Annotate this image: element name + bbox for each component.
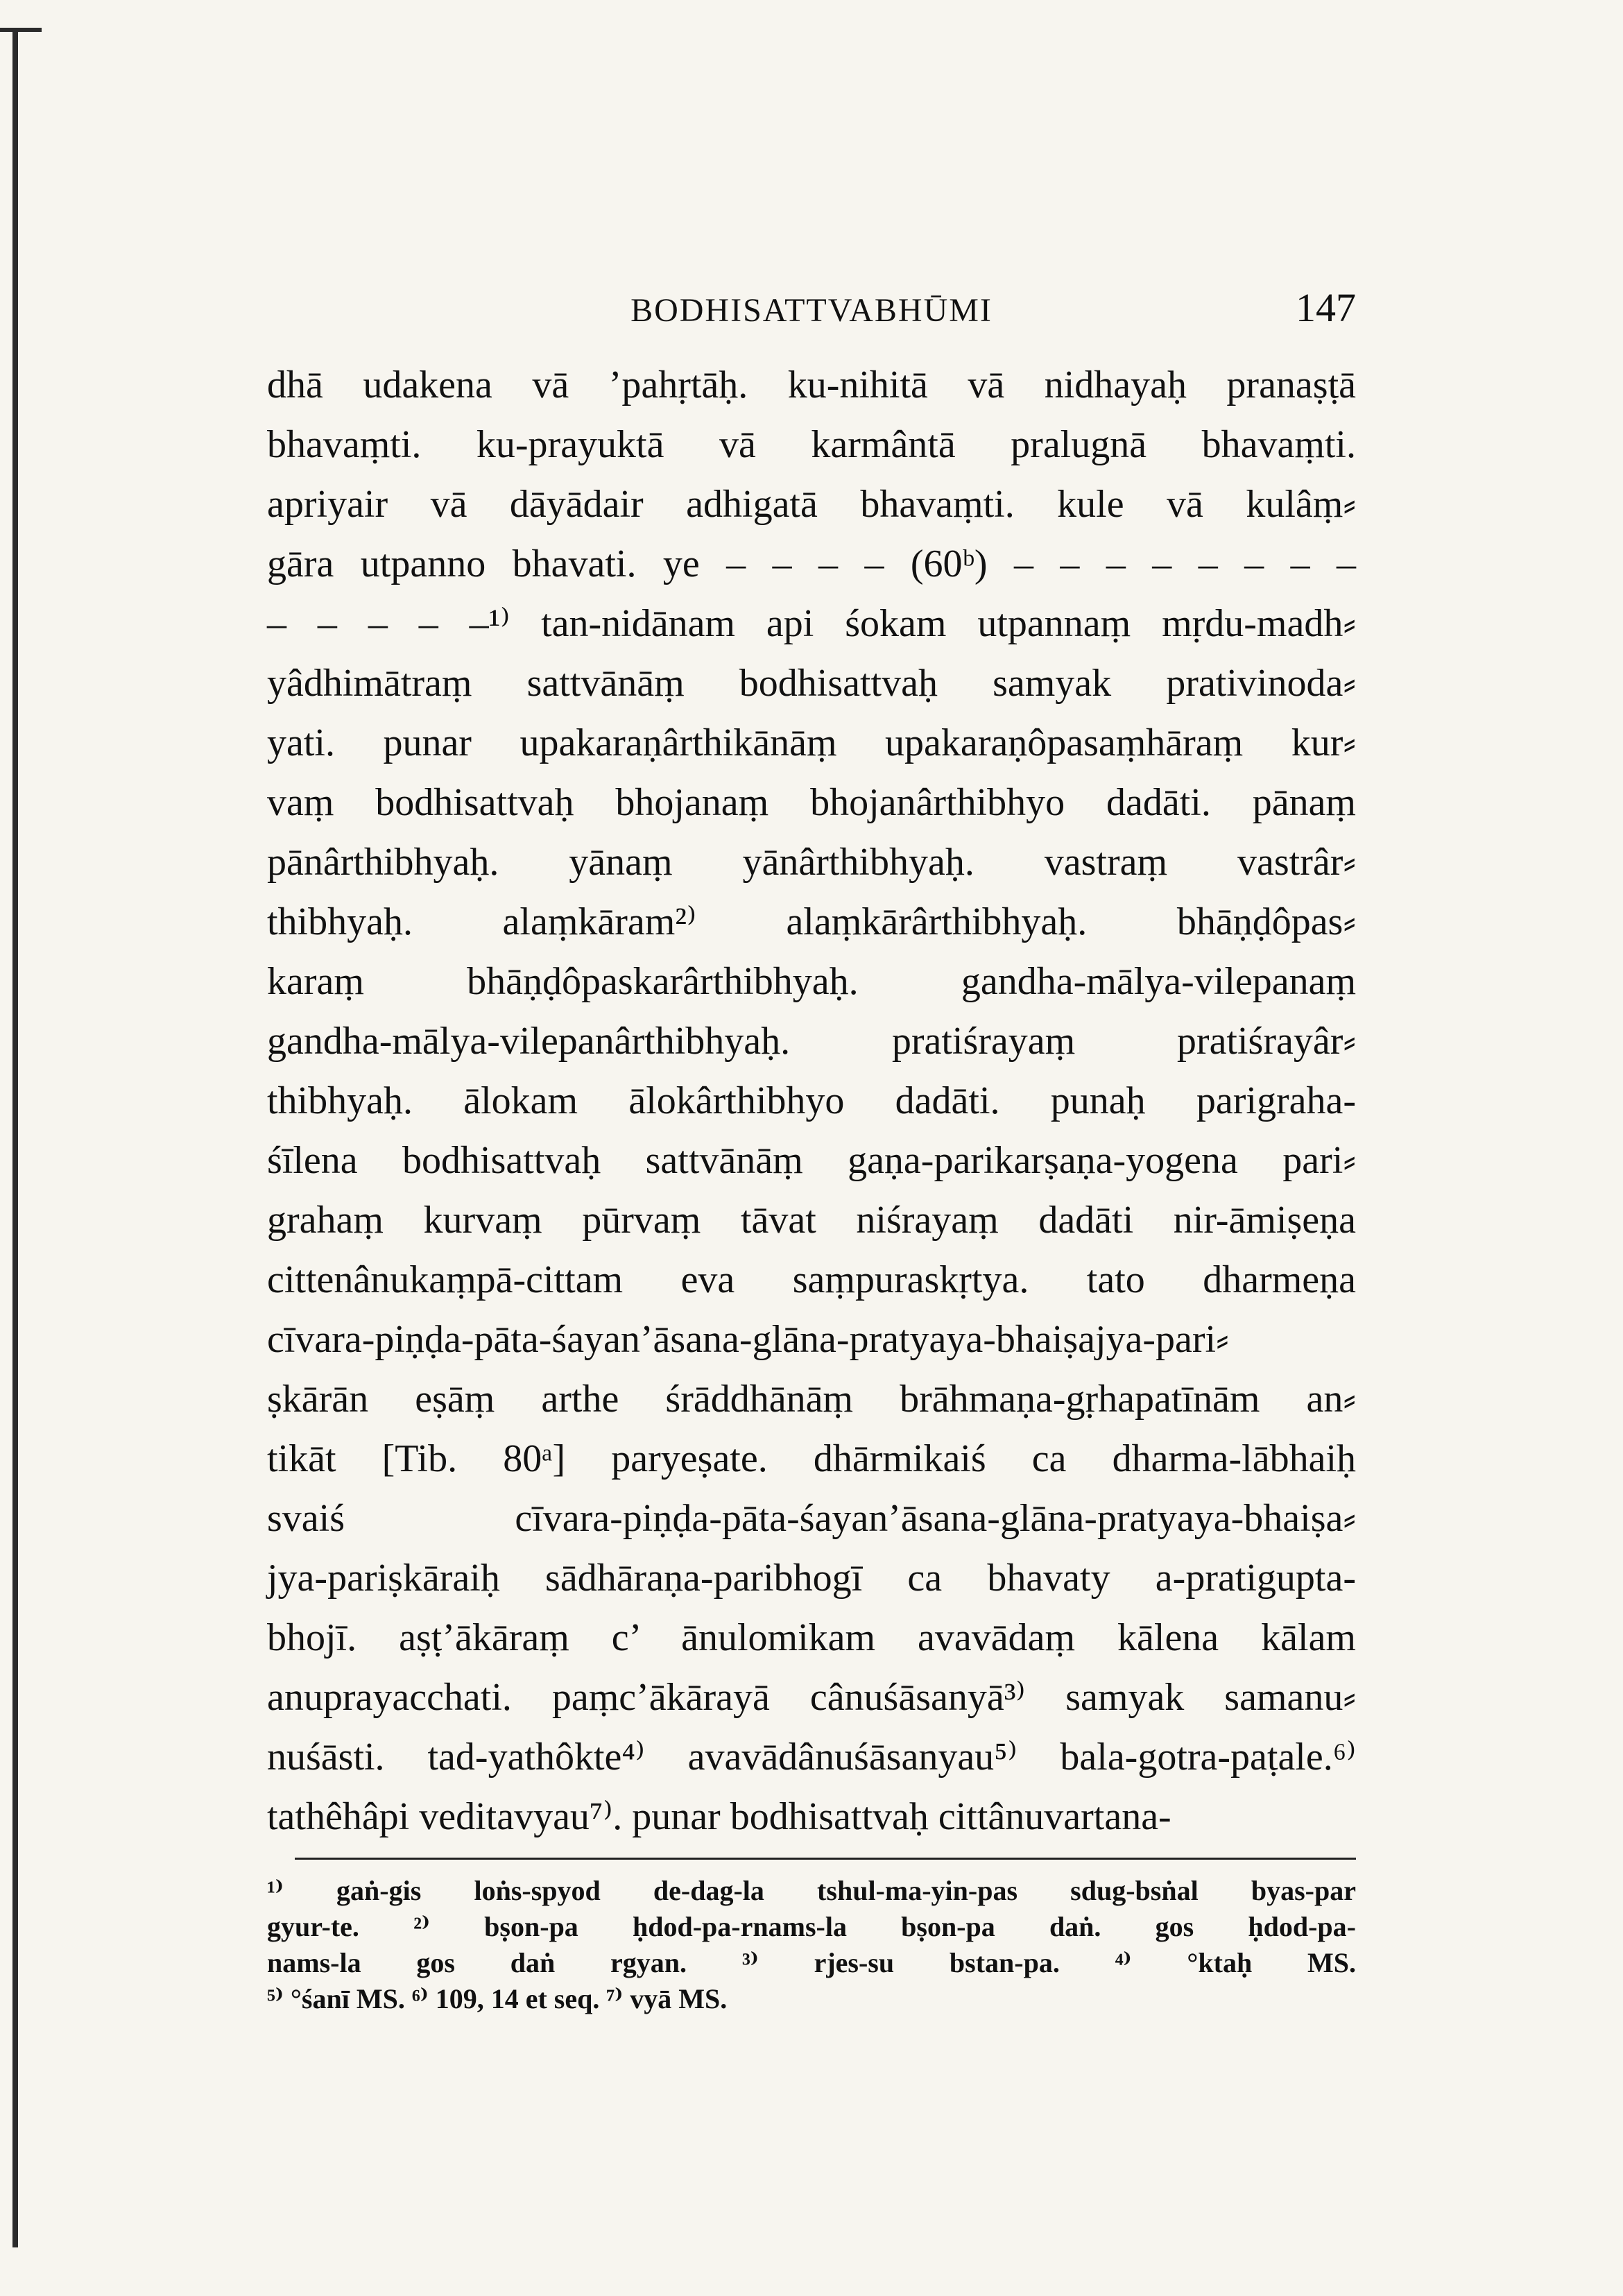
main-text	[267, 355, 1356, 1847]
page-header	[267, 284, 1356, 347]
footnote-divider	[295, 1858, 1356, 1860]
footnote-line: nams-la gos daṅ rgyan. ³⁾ rjes-su bstan-pa. ⁴⁾ °ktaḥ MS.	[267, 1947, 1356, 1978]
text-line: apriyair vā dāyādair adhigatā bhavaṃti. kule vā kulâṃ⸗	[267, 483, 1356, 526]
footnote-line: ⁵⁾ °śanī MS. ⁶⁾ 109, 14 et seq. ⁷⁾ vyā MS.	[267, 1983, 728, 2014]
text-line: grahaṃ kurvaṃ pūrvaṃ tāvat niśrayaṃ dadāti nir-āmiṣeṇa	[267, 1199, 1356, 1242]
text-line: thibhyaḥ. ālokam ālokârthibhyo dadāti. punaḥ parigraha-	[267, 1079, 1356, 1122]
text-line: nuśāsti. tad-yathôkte⁴⁾ avavādânuśāsanyau⁵⁾ bala-gotra-paṭale.⁶⁾	[267, 1736, 1356, 1779]
text-line: anuprayacchati. paṃc’ākārayā cânuśāsanyā³⁾ samyak samanu⸗	[267, 1676, 1356, 1719]
footnote-line: gyur-te. ²⁾ bṣon-pa ḥdod-pa-rnams-la bṣon-pa daṅ. gos ḥdod-pa-	[267, 1911, 1356, 1942]
text-line: bhavaṃti. ku-prayuktā vā karmântā pralugnā bhavaṃti.	[267, 423, 1356, 466]
text-line: yâdhimātraṃ sattvānāṃ bodhisattvaḥ samyak prativinoda⸗	[267, 662, 1356, 705]
text-line: yati. punar upakaraṇârthikānāṃ upakaraṇôpasaṃhāraṃ kur⸗	[267, 721, 1356, 764]
text-line: thibhyaḥ. alaṃkāram²⁾ alaṃkārârthibhyaḥ. bhāṇḍôpas⸗	[267, 900, 1356, 943]
text-line: karaṃ bhāṇḍôpaskarârthibhyaḥ. gandha-mālya-vilepanaṃ	[267, 960, 1356, 1003]
footnote-line: ¹⁾ gaṅ-gis loṅs-spyod de-dag-la tshul-ma-yin-pas sdug-bsṅal byas-par	[267, 1875, 1356, 1906]
text-line: tathêhâpi veditavyau⁷⁾. punar bodhisattvaḥ cittânuvartana-	[267, 1795, 1171, 1838]
text-line: svaiś cīvara-piṇḍa-pāta-śayan’āsana-glāna-pratyaya-bhaiṣa⸗	[267, 1497, 1356, 1540]
text-line: ṣkārān eṣāṃ arthe śrāddhānāṃ brāhmaṇa-gṛhapatīnām an⸗	[267, 1378, 1356, 1421]
running-head: BODHISATTVABHŪMI	[630, 292, 993, 329]
text-line: cittenânukaṃpā-cittam eva saṃpuraskṛtya. tato dharmeṇa	[267, 1258, 1356, 1301]
text-line: cīvara-piṇḍa-pāta-śayan’āsana-glāna-pratyaya-bhaiṣajya-pari⸗	[267, 1318, 1229, 1361]
text-line: – – – – –¹⁾ tan-nidānam api śokam utpannaṃ mṛdu-madh⸗	[267, 602, 1356, 645]
text-line: tikāt [Tib. 80ᵃ] paryeṣate. dhārmikaiś ca dharma-lābhaiḥ	[267, 1437, 1356, 1480]
page-number: 147	[1296, 285, 1356, 330]
binding-edge	[12, 28, 18, 2247]
footnotes	[267, 1873, 1356, 2017]
text-line: dhā udakena vā ’pahṛtāḥ. ku-nihitā vā nidhayaḥ pranaṣṭā	[267, 363, 1356, 406]
text-line: bhojī. aṣṭ’ākāraṃ c’ ānulomikam avavādaṃ kālena kālam	[267, 1616, 1356, 1659]
text-line: jya-pariṣkāraiḥ sādhāraṇa-paribhogī ca bhavaty a-pratigupta-	[267, 1557, 1356, 1600]
binding-edge-top	[0, 28, 42, 32]
text-line: gāra utpanno bhavati. ye – – – – (60ᵇ) – – – – – – – –	[267, 542, 1356, 585]
text-line: pānârthibhyaḥ. yānaṃ yānârthibhyaḥ. vastraṃ vastrâr⸗	[267, 841, 1356, 884]
text-line: śīlena bodhisattvaḥ sattvānāṃ gaṇa-parikarṣaṇa-yogena pari⸗	[267, 1139, 1356, 1182]
text-line: gandha-mālya-vilepanârthibhyaḥ. pratiśrayaṃ pratiśrayâr⸗	[267, 1020, 1356, 1063]
text-line: vaṃ bodhisattvaḥ bhojanaṃ bhojanârthibhyo dadāti. pānaṃ	[267, 781, 1356, 824]
